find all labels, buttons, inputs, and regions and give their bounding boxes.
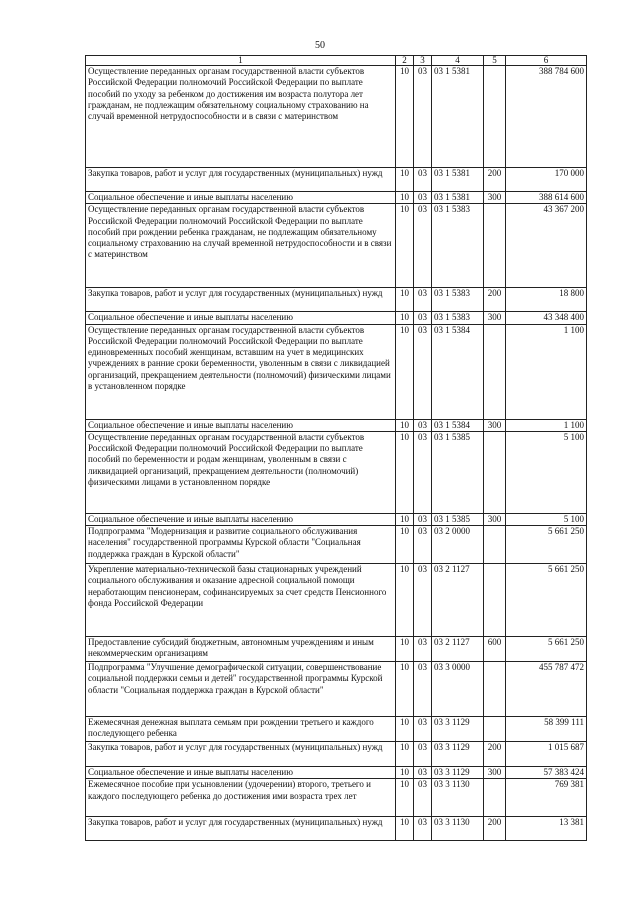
- row-subsection: 03: [414, 779, 432, 817]
- row-section: 10: [396, 779, 414, 817]
- table-row: [86, 168, 587, 192]
- row-expense-type: [484, 717, 506, 742]
- row-target-article: 03 1 5383: [432, 288, 484, 312]
- row-target-article: 03 1 5381: [432, 168, 484, 192]
- row-subsection: 03: [414, 742, 432, 767]
- row-expense-type: 200: [484, 168, 506, 192]
- row-amount: 769 381: [506, 779, 587, 817]
- row-name: Ежемесячное пособие при усыновлении (удочерении) второго, третьего и каждого последующего ребенка до достижения ими возраста трех лет: [86, 779, 396, 817]
- row-name: Предоставление субсидий бюджетным, автономным учреждениям и иным некоммерческим организациям: [86, 637, 396, 662]
- row-subsection: 03: [414, 168, 432, 192]
- row-subsection: 03: [414, 324, 432, 419]
- table-row: [86, 431, 587, 513]
- table-row: [86, 717, 587, 742]
- row-expense-type: 200: [484, 817, 506, 841]
- row-subsection: 03: [414, 717, 432, 742]
- column-header-subsection: 3: [414, 56, 432, 66]
- row-name: Закупка товаров, работ и услуг для государственных (муниципальных) нужд: [86, 742, 396, 767]
- row-amount: 5 100: [506, 431, 587, 513]
- row-section: 10: [396, 526, 414, 564]
- row-target-article: 03 3 1129: [432, 742, 484, 767]
- row-amount: 43 367 200: [506, 204, 587, 288]
- row-section: 10: [396, 431, 414, 513]
- row-name: Закупка товаров, работ и услуг для государственных (муниципальных) нужд: [86, 817, 396, 841]
- row-amount: 455 787 472: [506, 662, 587, 717]
- row-subsection: 03: [414, 204, 432, 288]
- row-amount: 13 381: [506, 817, 587, 841]
- row-subsection: 03: [414, 662, 432, 717]
- row-expense-type: [484, 204, 506, 288]
- row-expense-type: [484, 526, 506, 564]
- row-target-article: 03 1 5384: [432, 324, 484, 419]
- row-subsection: 03: [414, 526, 432, 564]
- row-expense-type: [484, 564, 506, 637]
- table-row: [86, 204, 587, 288]
- column-header-target-article: 4: [432, 56, 484, 66]
- row-section: 10: [396, 312, 414, 324]
- table-row: [86, 192, 587, 204]
- row-section: 10: [396, 419, 414, 431]
- row-target-article: 03 1 5385: [432, 513, 484, 525]
- row-expense-type: 200: [484, 288, 506, 312]
- row-expense-type: 300: [484, 419, 506, 431]
- row-section: 10: [396, 288, 414, 312]
- row-expense-type: [484, 324, 506, 419]
- budget-table: [85, 55, 587, 841]
- row-section: 10: [396, 637, 414, 662]
- row-target-article: 03 2 1127: [432, 637, 484, 662]
- column-header-amount: 6: [506, 56, 587, 66]
- row-name: Осуществление переданных органам государственной власти субъектов Российской Федерации полномочий Российской Федерации по выплате пособий по беременности и родам женщинам, уволенным в связи с ликвидацией организаций, прекращением деятельности (полномочий) физическими лицами в установленном порядке: [86, 431, 396, 513]
- row-amount: 1 015 687: [506, 742, 587, 767]
- table-row: [86, 513, 587, 525]
- row-name: Социальное обеспечение и иные выплаты населению: [86, 312, 396, 324]
- row-name: Осуществление переданных органам государственной власти субъектов Российской Федерации полномочий Российской Федерации по выплате пособий при рождении ребенка гражданам, не подлежащим обязательному социальному страхованию на случай временной нетрудоспособности и в связи с материнством: [86, 204, 396, 288]
- row-target-article: 03 3 1129: [432, 767, 484, 779]
- column-header-expense-type: 5: [484, 56, 506, 66]
- table-row: [86, 767, 587, 779]
- row-amount: 5 661 250: [506, 526, 587, 564]
- row-section: 10: [396, 192, 414, 204]
- row-target-article: 03 1 5384: [432, 419, 484, 431]
- header-row: [86, 56, 587, 66]
- row-name: Закупка товаров, работ и услуг для государственных (муниципальных) нужд: [86, 168, 396, 192]
- table-row: [86, 742, 587, 767]
- row-target-article: 03 3 1130: [432, 817, 484, 841]
- row-target-article: 03 3 1129: [432, 717, 484, 742]
- row-subsection: 03: [414, 817, 432, 841]
- row-name: Подпрограмма "Модернизация и развитие социального обслуживания населения" государственной программы Курской области "Социальная поддержка граждан в Курской области": [86, 526, 396, 564]
- column-header-name: 1: [86, 56, 396, 66]
- table-row: [86, 526, 587, 564]
- row-expense-type: 300: [484, 767, 506, 779]
- row-target-article: 03 1 5385: [432, 431, 484, 513]
- row-amount: 170 000: [506, 168, 587, 192]
- table-row: [86, 419, 587, 431]
- row-name: Социальное обеспечение и иные выплаты населению: [86, 192, 396, 204]
- row-section: 10: [396, 717, 414, 742]
- row-section: 10: [396, 513, 414, 525]
- row-subsection: 03: [414, 637, 432, 662]
- row-target-article: 03 1 5381: [432, 192, 484, 204]
- row-target-article: 03 3 1130: [432, 779, 484, 817]
- row-subsection: 03: [414, 288, 432, 312]
- row-subsection: 03: [414, 431, 432, 513]
- row-name: Осуществление переданных органам государственной власти субъектов Российской Федерации полномочий Российской Федерации по выплате пособий по уходу за ребенком до достижения им возраста полутора лет гражданам, не подлежащим обязательному социальному страхованию на случай временной нетрудоспособности и в связи с материнством: [86, 66, 396, 168]
- row-amount: 18 800: [506, 288, 587, 312]
- table-body: [86, 66, 587, 841]
- row-subsection: 03: [414, 66, 432, 168]
- row-section: 10: [396, 662, 414, 717]
- row-subsection: 03: [414, 564, 432, 637]
- table-row: [86, 637, 587, 662]
- row-amount: 1 100: [506, 419, 587, 431]
- row-amount: 388 784 600: [506, 66, 587, 168]
- row-name: Ежемесячная денежная выплата семьям при рождении третьего и каждого последующего ребенка: [86, 717, 396, 742]
- row-target-article: 03 3 0000: [432, 662, 484, 717]
- table-header: [86, 56, 587, 66]
- row-amount: 57 383 424: [506, 767, 587, 779]
- row-subsection: 03: [414, 513, 432, 525]
- row-subsection: 03: [414, 192, 432, 204]
- row-expense-type: 200: [484, 742, 506, 767]
- table-row: [86, 66, 587, 168]
- row-expense-type: 300: [484, 513, 506, 525]
- row-amount: 58 399 111: [506, 717, 587, 742]
- row-target-article: 03 1 5381: [432, 66, 484, 168]
- row-amount: 5 661 250: [506, 564, 587, 637]
- row-expense-type: 600: [484, 637, 506, 662]
- table-row: [86, 817, 587, 841]
- table-row: [86, 312, 587, 324]
- row-section: 10: [396, 742, 414, 767]
- row-section: 10: [396, 66, 414, 168]
- row-name: Подпрограмма "Улучшение демографической ситуации, совершенствование социальной поддержки семьи и детей" государственной программы Курской области "Социальная поддержка граждан в Курской области": [86, 662, 396, 717]
- table-row: [86, 779, 587, 817]
- table-row: [86, 662, 587, 717]
- row-expense-type: [484, 66, 506, 168]
- row-target-article: 03 2 1127: [432, 564, 484, 637]
- row-section: 10: [396, 168, 414, 192]
- row-expense-type: [484, 662, 506, 717]
- row-amount: 5 661 250: [506, 637, 587, 662]
- row-amount: 1 100: [506, 324, 587, 419]
- row-amount: 388 614 600: [506, 192, 587, 204]
- row-amount: 5 100: [506, 513, 587, 525]
- row-name: Социальное обеспечение и иные выплаты населению: [86, 767, 396, 779]
- row-name: Укрепление материально-технической базы стационарных учреждений социального обслуживания и оказание адресной социальной помощи неработающим пенсионерам, софинансируемых за счет средств Пенсионного фонда Российской Федерации: [86, 564, 396, 637]
- row-expense-type: 300: [484, 312, 506, 324]
- page-number: 50: [315, 40, 325, 51]
- row-subsection: 03: [414, 419, 432, 431]
- table-row: [86, 564, 587, 637]
- row-expense-type: [484, 431, 506, 513]
- table-row: [86, 324, 587, 419]
- row-name: Закупка товаров, работ и услуг для государственных (муниципальных) нужд: [86, 288, 396, 312]
- row-section: 10: [396, 204, 414, 288]
- row-section: 10: [396, 817, 414, 841]
- row-expense-type: 300: [484, 192, 506, 204]
- row-subsection: 03: [414, 312, 432, 324]
- row-subsection: 03: [414, 767, 432, 779]
- row-name: Социальное обеспечение и иные выплаты населению: [86, 419, 396, 431]
- row-amount: 43 348 400: [506, 312, 587, 324]
- row-target-article: 03 2 0000: [432, 526, 484, 564]
- row-section: 10: [396, 564, 414, 637]
- row-target-article: 03 1 5383: [432, 312, 484, 324]
- column-header-section: 2: [396, 56, 414, 66]
- row-name: Социальное обеспечение и иные выплаты населению: [86, 513, 396, 525]
- row-section: 10: [396, 324, 414, 419]
- row-name: Осуществление переданных органам государственной власти субъектов Российской Федерации полномочий Российской Федерации по выплате единовременных пособий женщинам, вставшим на учет в медицинских учреждениях в ранние сроки беременности, уволенным в связи с ликвидацией организаций, прекращением деятельности (полномочий) физическими лицами в установленном порядке: [86, 324, 396, 419]
- row-expense-type: [484, 779, 506, 817]
- table-row: [86, 288, 587, 312]
- row-section: 10: [396, 767, 414, 779]
- row-target-article: 03 1 5383: [432, 204, 484, 288]
